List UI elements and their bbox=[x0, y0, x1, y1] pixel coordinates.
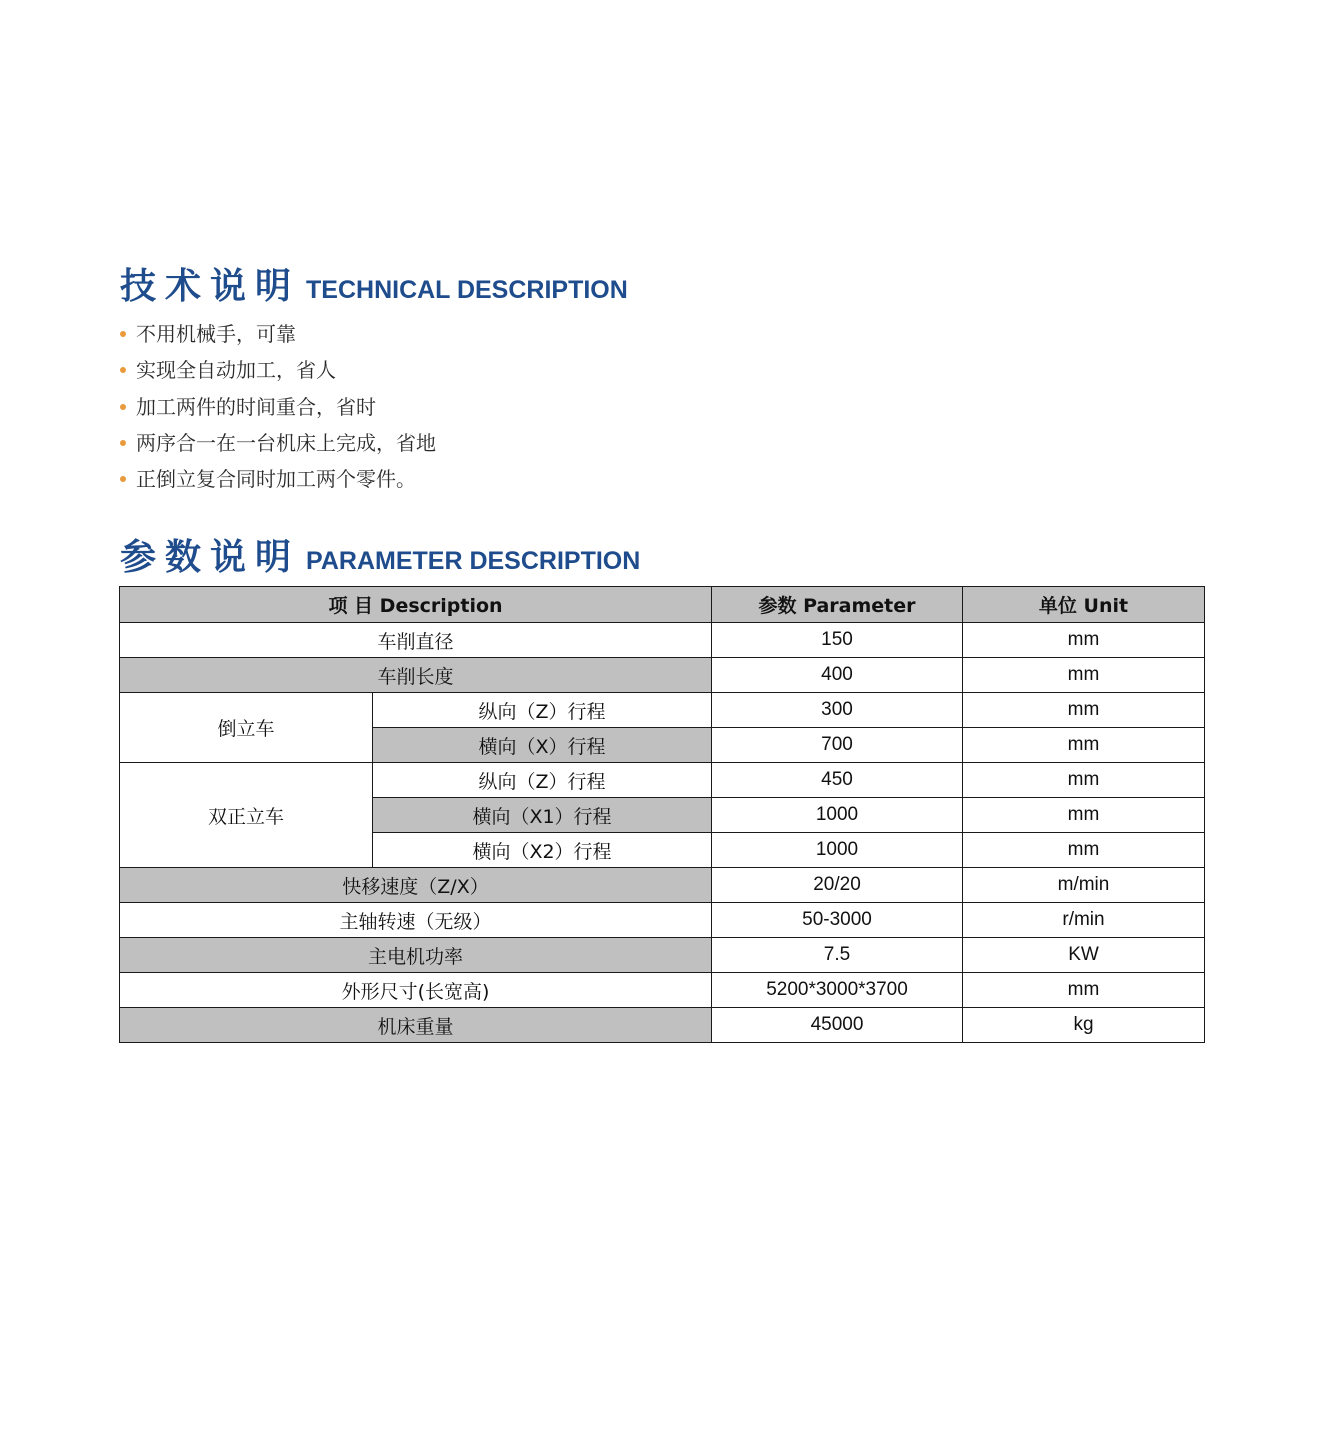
value-cell: 20/20 bbox=[712, 868, 963, 903]
value-cell: 400 bbox=[712, 658, 963, 693]
parameter-table bbox=[119, 586, 1205, 1043]
unit-cell: mm bbox=[963, 693, 1205, 728]
parameter-description-heading bbox=[120, 529, 640, 580]
value-cell: 5200*3000*3700 bbox=[712, 973, 963, 1008]
bullet-dot-icon bbox=[120, 367, 126, 373]
value-cell: 7.5 bbox=[712, 938, 963, 973]
technical-title-cn: 技术说明 bbox=[120, 266, 301, 307]
unit-cell: KW bbox=[963, 938, 1205, 973]
bullet-text: 不用机械手，可靠 bbox=[136, 322, 296, 346]
unit-cell: mm bbox=[963, 973, 1205, 1008]
technical-title-en: TECHNICAL DESCRIPTION bbox=[306, 276, 628, 304]
table-header-row bbox=[120, 587, 1205, 623]
header-parameter: 参数 Parameter bbox=[712, 587, 963, 623]
item-cell: 外形尺寸(长宽高) bbox=[120, 973, 712, 1008]
list-item bbox=[119, 461, 436, 497]
item-cell: 横向（X2）行程 bbox=[373, 833, 712, 868]
value-cell: 1000 bbox=[712, 833, 963, 868]
value-cell: 150 bbox=[712, 623, 963, 658]
unit-cell: m/min bbox=[963, 868, 1205, 903]
unit-cell: mm bbox=[963, 833, 1205, 868]
parameter-title-cn: 参数说明 bbox=[120, 537, 301, 578]
unit-cell: mm bbox=[963, 658, 1205, 693]
list-item bbox=[119, 389, 436, 425]
bullet-dot-icon bbox=[120, 476, 126, 482]
item-cell: 车削直径 bbox=[120, 623, 712, 658]
item-cell: 快移速度（Z/X） bbox=[120, 868, 712, 903]
header-description: 项 目 Description bbox=[120, 587, 712, 623]
item-cell: 横向（X1）行程 bbox=[373, 798, 712, 833]
list-item bbox=[119, 352, 436, 388]
header-unit: 单位 Unit bbox=[963, 587, 1205, 623]
value-cell: 45000 bbox=[712, 1008, 963, 1043]
list-item bbox=[119, 425, 436, 461]
value-cell: 50-3000 bbox=[712, 903, 963, 938]
parameter-title-en: PARAMETER DESCRIPTION bbox=[306, 547, 641, 575]
unit-cell: mm bbox=[963, 763, 1205, 798]
bullet-dot-icon bbox=[120, 404, 126, 410]
table-row bbox=[120, 1008, 1205, 1043]
table-row bbox=[120, 693, 1205, 728]
bullet-dot-icon bbox=[120, 331, 126, 337]
item-cell: 纵向（Z）行程 bbox=[373, 693, 712, 728]
bullet-dot-icon bbox=[120, 440, 126, 446]
table-row bbox=[120, 658, 1205, 693]
unit-cell: kg bbox=[963, 1008, 1205, 1043]
item-cell: 车削长度 bbox=[120, 658, 712, 693]
table-row bbox=[120, 623, 1205, 658]
item-cell: 横向（X）行程 bbox=[373, 728, 712, 763]
table-row bbox=[120, 903, 1205, 938]
table-row bbox=[120, 973, 1205, 1008]
item-cell: 纵向（Z）行程 bbox=[373, 763, 712, 798]
table-row bbox=[120, 868, 1205, 903]
technical-description-heading bbox=[120, 258, 628, 309]
bullet-text: 正倒立复合同时加工两个零件。 bbox=[136, 467, 416, 492]
group-cell: 双正立车 bbox=[120, 763, 373, 868]
list-item bbox=[119, 316, 436, 352]
unit-cell: mm bbox=[963, 798, 1205, 833]
bullet-text: 实现全自动加工，省人 bbox=[136, 358, 336, 383]
value-cell: 450 bbox=[712, 763, 963, 798]
unit-cell: mm bbox=[963, 623, 1205, 658]
item-cell: 主轴转速（无级） bbox=[120, 903, 712, 938]
item-cell: 机床重量 bbox=[120, 1008, 712, 1043]
bullet-text: 两序合一在一台机床上完成，省地 bbox=[136, 430, 436, 455]
unit-cell: mm bbox=[963, 728, 1205, 763]
table-row bbox=[120, 763, 1205, 798]
group-cell: 倒立车 bbox=[120, 693, 373, 763]
bullet-text: 加工两件的时间重合，省时 bbox=[136, 394, 376, 419]
value-cell: 700 bbox=[712, 728, 963, 763]
technical-bullet-list bbox=[119, 316, 436, 497]
unit-cell: r/min bbox=[963, 903, 1205, 938]
table-row bbox=[120, 938, 1205, 973]
value-cell: 1000 bbox=[712, 798, 963, 833]
item-cell: 主电机功率 bbox=[120, 938, 712, 973]
value-cell: 300 bbox=[712, 693, 963, 728]
